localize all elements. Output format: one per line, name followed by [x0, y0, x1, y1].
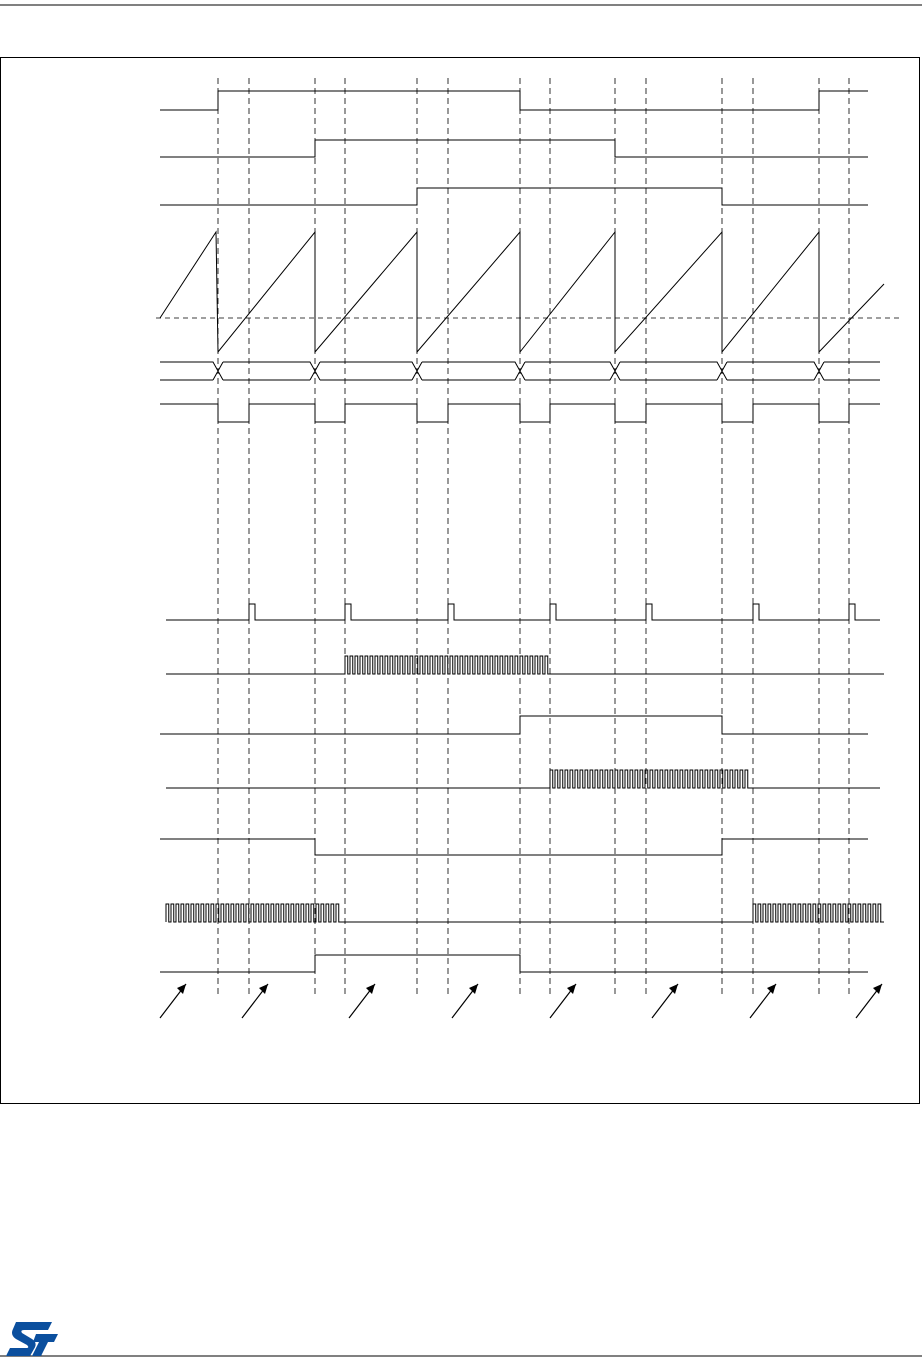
figure-frame [1, 58, 920, 1104]
bus-upper [160, 362, 880, 380]
digital-signal [160, 955, 868, 972]
arrow-icon [242, 984, 268, 1018]
arrow-head [366, 984, 375, 994]
marker-arrows [160, 984, 882, 1018]
digital-signal [160, 716, 868, 734]
arrow-icon [160, 984, 186, 1018]
arrow-head [469, 984, 478, 994]
sawtooth-ramp [160, 232, 884, 352]
short-pulse-signal [166, 604, 880, 620]
arrow-icon [452, 984, 478, 1018]
arrow-head [669, 984, 678, 994]
arrow-icon [856, 984, 882, 1018]
arrow-head [873, 984, 882, 994]
dashed-guide-lines [218, 78, 849, 995]
arrow-icon [349, 984, 375, 1018]
arrow-icon [750, 984, 776, 1018]
st-logo [6, 1322, 58, 1356]
arrow-icon [550, 984, 576, 1018]
arrow-head [177, 984, 186, 994]
burst-signal [166, 904, 884, 922]
waveforms [156, 91, 900, 972]
digital-signal [160, 839, 868, 855]
digital-signal [160, 188, 868, 205]
digital-signal [160, 140, 868, 157]
arrow-head [567, 984, 576, 994]
digital-signal [160, 91, 868, 110]
arrow-head [259, 984, 268, 994]
burst-signal [166, 656, 884, 674]
burst-signal [166, 770, 880, 788]
arrow-head [767, 984, 776, 994]
low-pulse-signal [160, 404, 880, 422]
arrow-icon [652, 984, 678, 1018]
